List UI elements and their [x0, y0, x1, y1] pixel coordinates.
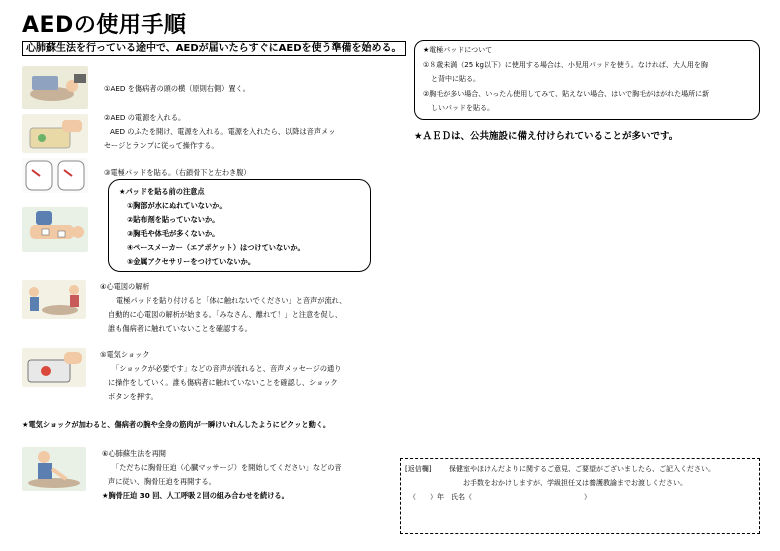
pad-caution-item: ①胸部が水にぬれていないか。 — [127, 201, 227, 210]
step4-line1: 電極パッドを貼り付けると「体に触れないでください」と音声が流れ、 — [116, 296, 347, 305]
step2-line2: セージとランプに従って操作する。 — [104, 141, 219, 150]
step4-line2: 自動的に心電図の解析が始まる。「みなさん、離れて！」と注意を促し、 — [108, 310, 343, 319]
step1-illustration — [22, 66, 88, 109]
reply-box — [400, 458, 760, 534]
step3-pads-illustration — [22, 158, 88, 193]
page-title: AEDの使用手順 — [22, 13, 187, 38]
reply-name-field[interactable]: （ ）年 氏名（ ） — [409, 493, 591, 501]
public-facility-note: ★ＡＥＤは、公共施設に備え付けられていることが多いです。 — [414, 131, 679, 142]
step5-heading: ⑤電気ショック — [100, 350, 150, 359]
step2-illustration — [22, 114, 88, 153]
pad-info-line: しいパッドを貼る。 — [431, 104, 494, 112]
step6-illustration — [22, 447, 86, 491]
step6-heading: ⑥心肺蘇生法を再開 — [102, 449, 166, 458]
pad-caution-item: ④ペースメーカー（エアポケット）はつけていないか。 — [127, 243, 305, 252]
step5-line2: に操作をしていく。誰も傷病者に触れていないことを確認し、ショック — [108, 378, 338, 387]
pad-info-line: と背中に貼る。 — [431, 75, 480, 83]
pad-info-title: ★電極パッドについて — [423, 46, 493, 54]
reply-line1: 保健室やほけんだよりに関するご意見、ご要望がございましたら、ご記入ください。 — [449, 465, 715, 473]
reply-label: [返信欄] — [405, 465, 432, 473]
step1-text: ①AED を傷病者の頭の横（原則右側）置く。 — [104, 84, 250, 93]
page-subtitle: 心肺蘇生法を行っている途中で、AEDが届いたらすぐにAEDを使う準備を始める。 — [22, 41, 406, 56]
step2-line1: AED のふたを開け、電源を入れる。電源を入れたら、以降は音声メッ — [110, 127, 336, 136]
pad-caution-item: ②貼布剤を貼っていないか。 — [127, 215, 220, 224]
pad-cautions-box — [108, 179, 371, 272]
step6-line3: ★胸骨圧迫 30 回、人工呼吸２回の組み合わせを続ける。 — [102, 491, 289, 500]
shock-note: ★電気ショックが加わると、傷病者の腕や全身の筋肉が一瞬けいれんしたようにピクッと動く。 — [22, 420, 331, 429]
step4-line3: 誰も傷病者に触れていないことを確認する。 — [108, 324, 252, 333]
step6-line2: 声に従い、胸骨圧迫を再開する。 — [108, 477, 216, 486]
step3-text: ③電極パッドを貼る。（右鎖骨下と左わき腹） — [104, 168, 251, 177]
pad-cautions-title: ★パッドを貼る前の注意点 — [119, 187, 205, 196]
pad-caution-item: ③胸毛や体毛が多くないか。 — [127, 229, 220, 238]
step4-illustration — [22, 280, 86, 319]
step5-line1: 「ショックが必要です」などの音声が流れると、音声メッセージの通り — [112, 364, 342, 373]
step3-patient-illustration — [22, 207, 88, 252]
pad-info-box — [414, 40, 760, 120]
step5-illustration — [22, 348, 86, 387]
pad-info-line: ②胸毛が多い場合、いったん使用してみて、貼えない場合、はいで胸毛がはがれた場所に新 — [423, 90, 710, 98]
pad-caution-item: ⑤金属アクセサリーをつけていないか。 — [127, 257, 256, 266]
step2-heading: ②AED の電源を入れる。 — [104, 113, 186, 122]
reply-line2: お手数をおかけしますが、学級担任又は養護教諭までお渡しください。 — [463, 479, 687, 487]
step4-heading: ④心電図の解析 — [100, 282, 150, 291]
step5-line3: ボタンを押す。 — [108, 392, 158, 401]
step6-line1: 「ただちに胸骨圧迫（心臓マッサージ）を開始してください」などの音 — [112, 463, 342, 472]
pad-info-line: ①８歳未満（25 kg以下）に使用する場合は、小児用パッドを使う。なければ、大人用を胸 — [423, 61, 708, 69]
